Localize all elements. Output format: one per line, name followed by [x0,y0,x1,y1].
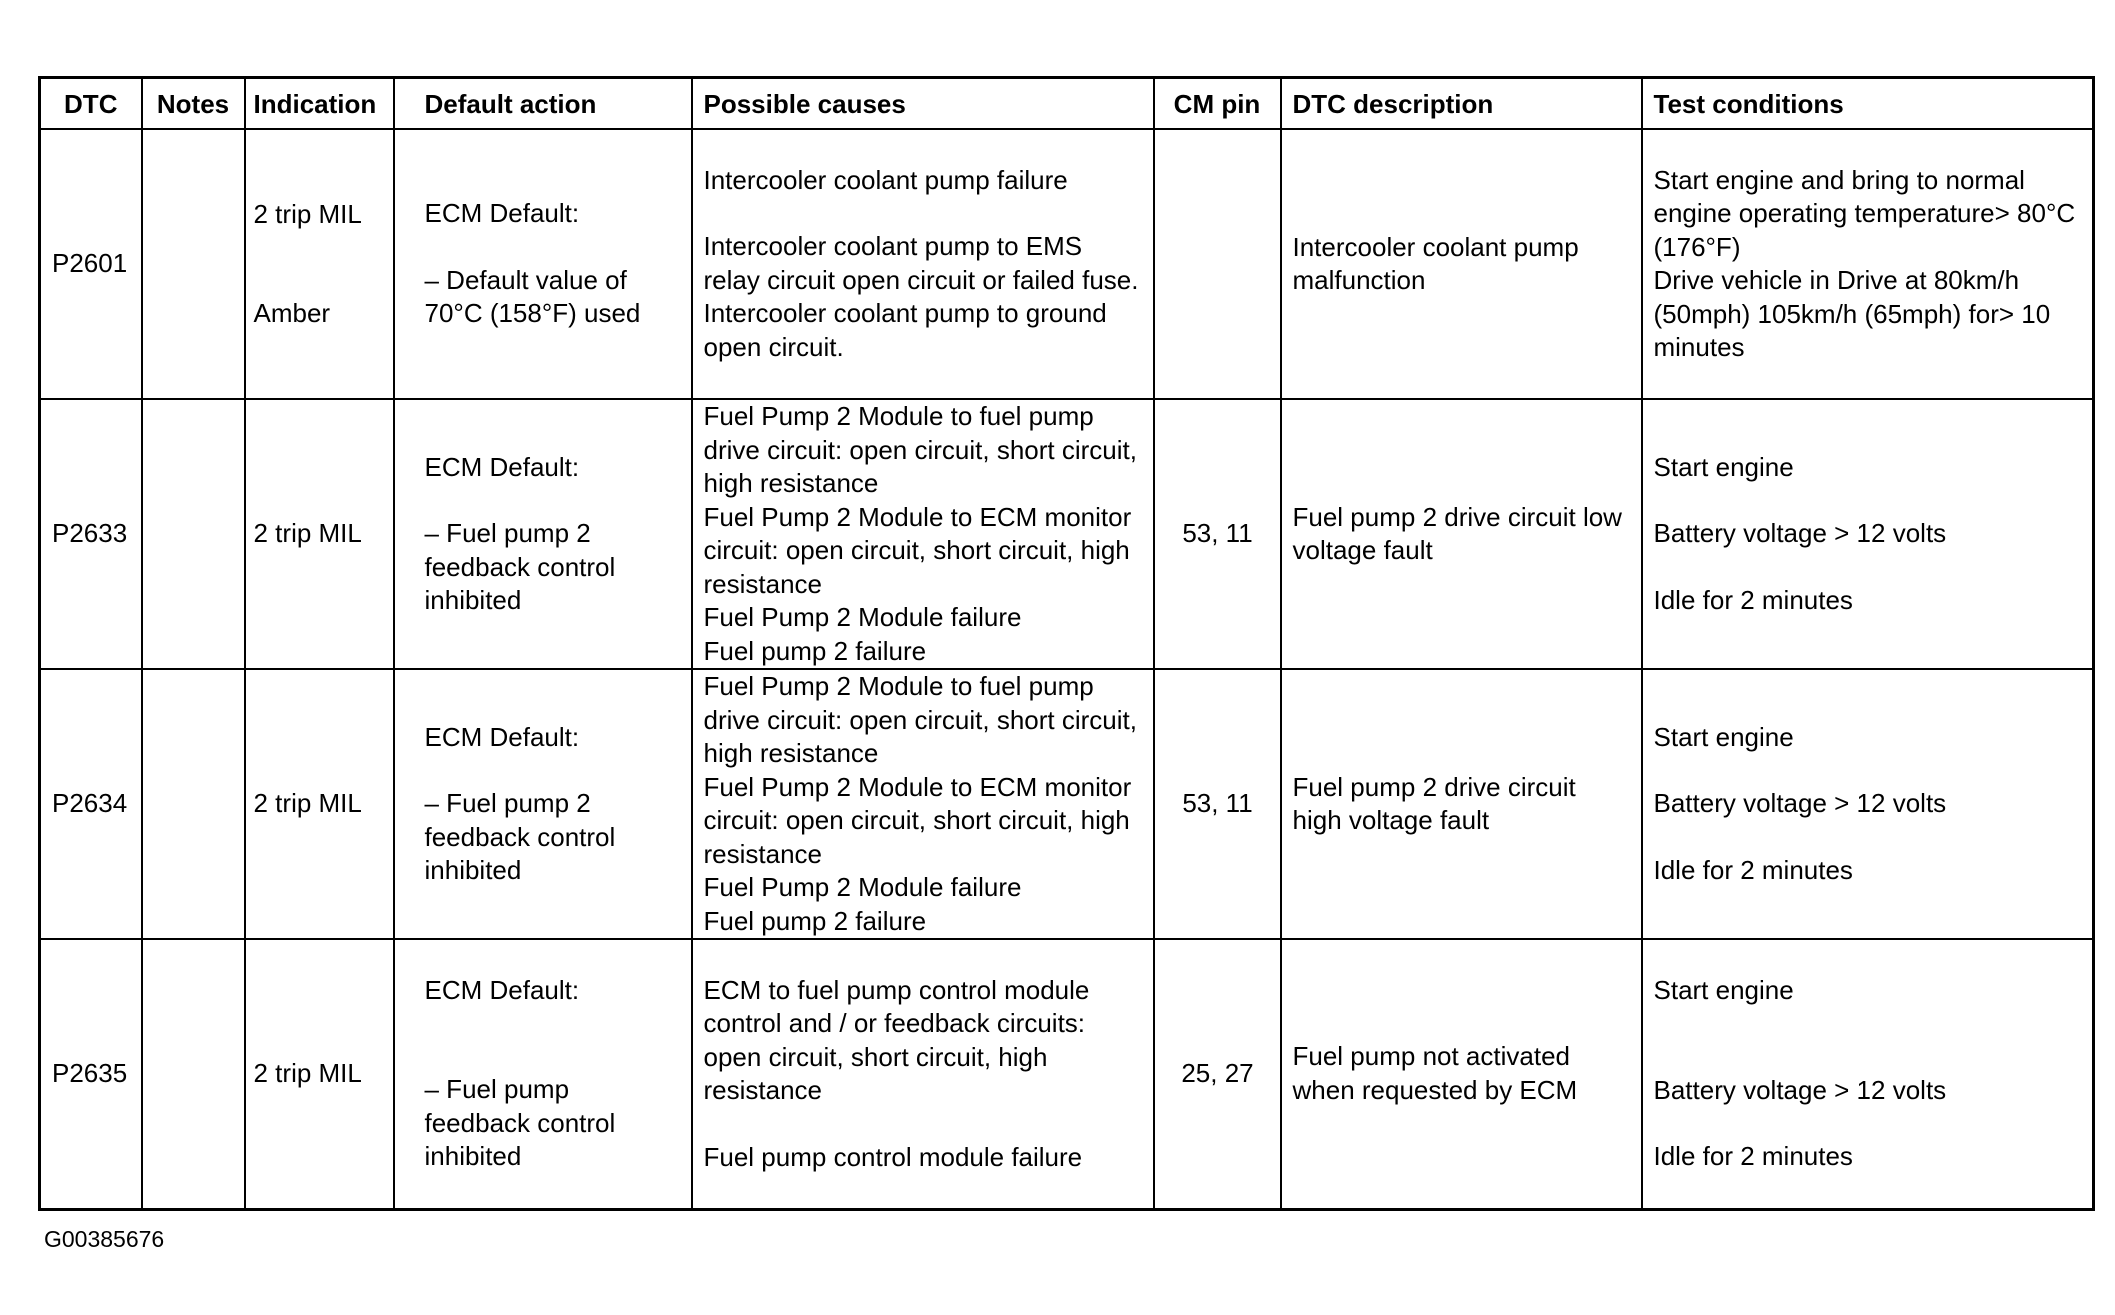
test-condition-line: Battery voltage > 12 volts [1653,788,1947,819]
default-action-cell [394,939,692,1209]
cause-line: Fuel Pump 2 Module to ECM monitor circuit: open circuit, short circuit, high resistance [703,771,1132,869]
test-condition-line: Battery voltage > 12 volts [1653,1074,1947,1105]
test-conditions-cell [1642,129,2094,399]
table-row [40,939,2094,1209]
indication-line: Amber [253,298,331,328]
cause-line: Fuel Pump 2 Module to fuel pump drive circuit: open circuit, short circuit, high resistance [703,671,1137,768]
header-cm-pin: CM pin [1154,78,1281,130]
indication-line: 2 trip MIL [253,788,362,819]
cm-pin-cell: 53, 11 [1154,399,1281,669]
default-action-line: – Fuel pump feedback control inhibited [424,1074,616,1172]
default-action-line: – Fuel pump 2 feedback control inhibited [424,788,616,885]
table-header-row [40,78,2094,130]
header-notes: Notes [142,78,245,130]
table-row [40,669,2094,939]
cause-line: Intercooler coolant pump failure [703,164,1068,195]
default-action-line: ECM Default: [424,198,580,229]
dtc-description-cell: Fuel pump 2 drive circuit low voltage fault [1281,399,1642,669]
header-default-action: Default action [394,78,692,130]
dtc-table [38,76,2095,1211]
test-condition-line: Drive vehicle in Drive at 80km/h (50mph) 105km/h (65mph) for> 10 minutes [1653,265,2051,362]
test-condition-line: Idle for 2 minutes [1653,1141,1853,1171]
indication-cell [245,399,394,669]
table-row [40,129,2094,399]
test-condition-line: Idle for 2 minutes [1653,854,1853,885]
default-action-cell [394,129,692,399]
dtc-description-cell: Intercooler coolant pump malfunction [1281,129,1642,399]
default-action-cell [394,669,692,939]
cm-pin-cell: 25, 27 [1154,939,1281,1209]
indication-cell [245,669,394,939]
dtc-code: P2635 [40,939,142,1209]
cause-line: Fuel pump 2 failure [703,905,927,936]
dtc-code: P2634 [40,669,142,939]
cause-line: Fuel Pump 2 Module failure [703,602,1022,632]
notes-cell [142,669,245,939]
header-test-conditions: Test conditions [1642,78,2094,130]
cause-line: Fuel Pump 2 Module failure [703,872,1022,902]
cm-pin-cell [1154,129,1281,399]
default-action-cell [394,399,692,669]
cause-line: Intercooler coolant pump to ground open circuit. [703,298,1107,362]
default-action-line: ECM Default: [424,974,580,1005]
test-conditions-cell [1642,669,2094,939]
dtc-description-cell: Fuel pump 2 drive circuit high voltage fault [1281,669,1642,939]
notes-cell [142,399,245,669]
cause-line: Fuel pump 2 failure [703,635,927,666]
figure-reference: G00385676 [44,1226,165,1252]
test-condition-line: Idle for 2 minutes [1653,584,1853,615]
test-condition-line: Start engine [1653,721,1794,752]
dtc-description-cell: Fuel pump not activated when requested by ECM [1281,939,1642,1209]
test-conditions-cell [1642,939,2094,1209]
indication-line: 2 trip MIL [253,198,362,229]
test-condition-line: Start engine and bring to normal engine operating temperature> 80°C (176°F) [1653,164,2076,262]
default-action-line: ECM Default: [424,451,580,482]
table-row [40,399,2094,669]
cm-pin-cell: 53, 11 [1154,669,1281,939]
possible-causes-cell [692,939,1154,1209]
cause-line: Fuel Pump 2 Module to ECM monitor circuit: open circuit, short circuit, high resistance [703,501,1132,599]
notes-cell [142,129,245,399]
default-action-line: – Fuel pump 2 feedback control inhibited [424,518,616,615]
possible-causes-cell [692,669,1154,939]
indication-cell [245,129,394,399]
indication-cell [245,939,394,1209]
possible-causes-cell [692,129,1154,399]
header-dtc-description: DTC description [1281,78,1642,130]
test-condition-line: Battery voltage > 12 volts [1653,518,1947,549]
indication-line: 2 trip MIL [253,518,362,549]
dtc-code: P2633 [40,399,142,669]
cause-line: Intercooler coolant pump to EMS relay circuit open circuit or failed fuse. [703,231,1139,295]
cause-line: ECM to fuel pump control module control and / or feedback circuits: open circuit, short circuit, high resistance [703,974,1090,1105]
possible-causes-cell [692,399,1154,669]
notes-cell [142,939,245,1209]
header-possible-causes: Possible causes [692,78,1154,130]
header-dtc: DTC [40,78,142,130]
header-indication: Indication [245,78,394,130]
cause-line: Fuel pump control module failure [703,1141,1083,1172]
test-conditions-cell [1642,399,2094,669]
test-condition-line: Start engine [1653,975,1794,1005]
indication-line: 2 trip MIL [253,1058,362,1088]
default-action-line: ECM Default: [424,721,580,752]
cause-line: Fuel Pump 2 Module to fuel pump drive circuit: open circuit, short circuit, high resistance [703,401,1137,498]
test-condition-line: Start engine [1653,451,1794,482]
dtc-code: P2601 [40,129,142,399]
default-action-line: – Default value of 70°C (158°F) used [424,264,641,329]
